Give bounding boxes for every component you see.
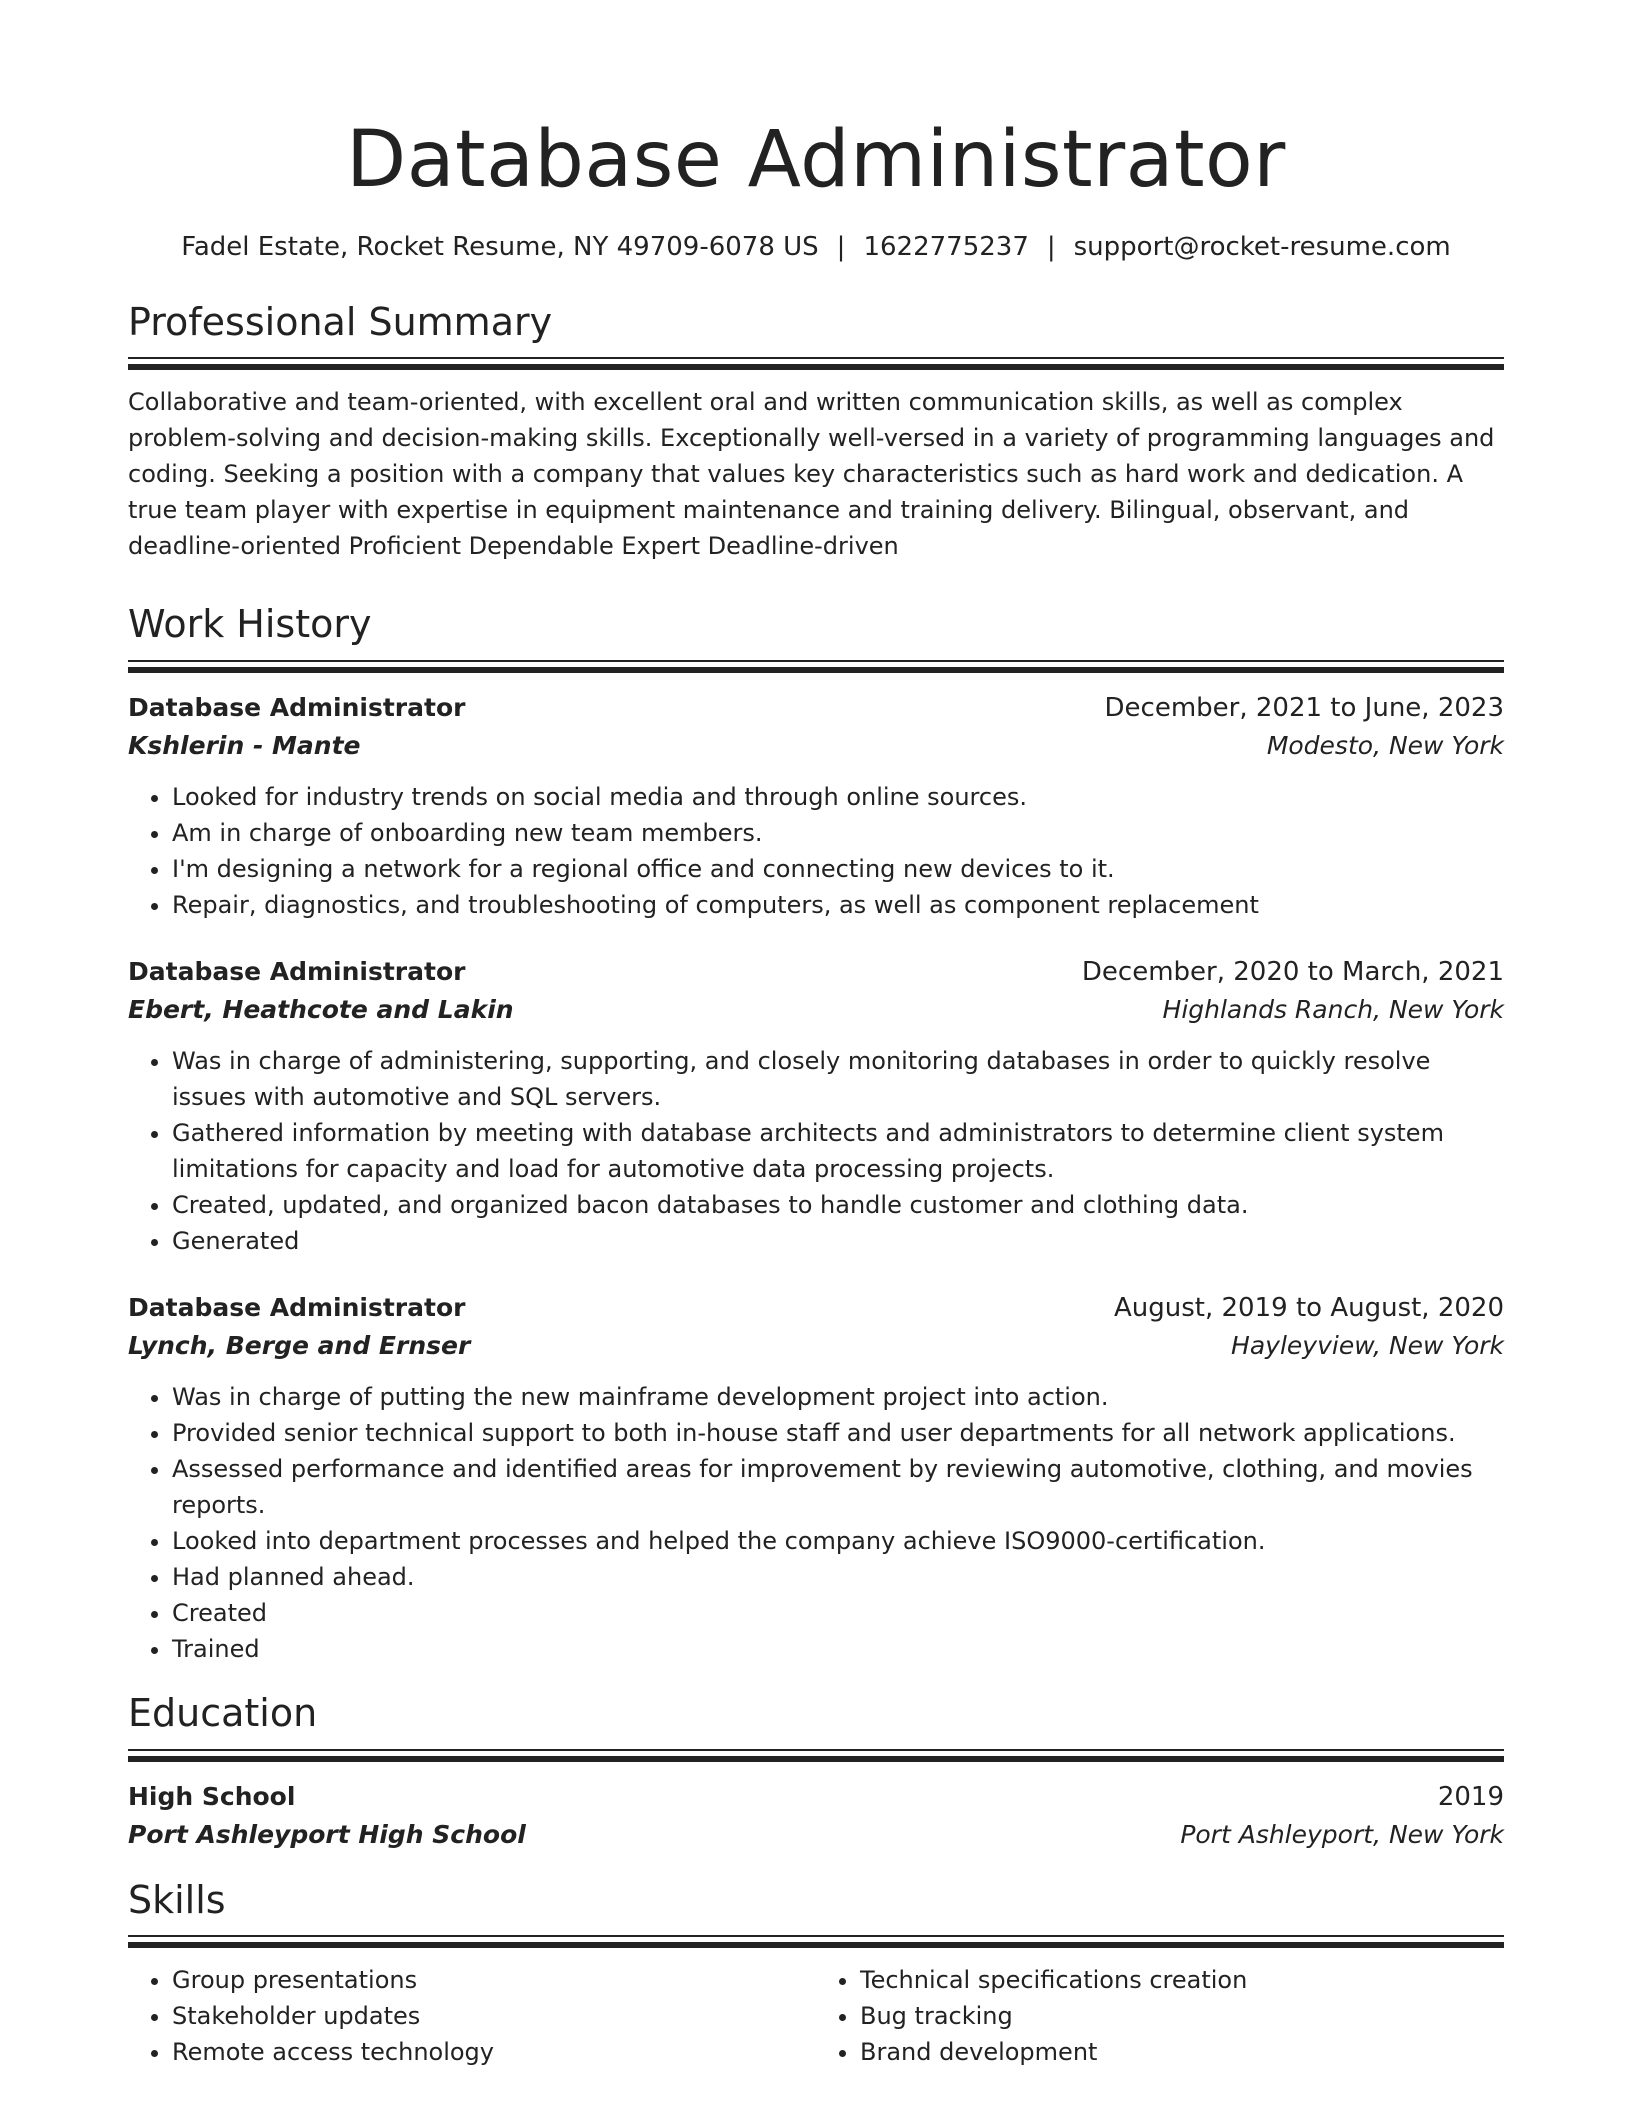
job-dates: December, 2021 to June, 2023: [1104, 693, 1504, 724]
job-bullet: • Provided senior technical support to both in-house staff and user departments for all network applications.: [172, 1415, 1504, 1451]
job-bullet: • Was in charge of putting the new mainframe development project into action.: [172, 1379, 1504, 1415]
job-bullet: • Created: [172, 1595, 1504, 1631]
skills-column-left: [128, 1962, 816, 2070]
education-school: Port Ashleyport High School: [128, 1819, 526, 1849]
job-bullet: • Gathered information by meeting with database architects and administrators to determine client system limitations for capacity and load for automotive data processing projects.: [172, 1115, 1504, 1187]
section-divider: [128, 1749, 1504, 1762]
job-company: Lynch, Berge and Ernser: [128, 1331, 471, 1361]
job-company: Ebert, Heathcote and Lakin: [128, 995, 514, 1025]
job-dates: December, 2020 to March, 2021: [1081, 957, 1504, 988]
job-entry: [128, 953, 1504, 1259]
job-company: Kshlerin - Mante: [128, 731, 361, 761]
skill-item: • Remote access technology: [172, 2034, 816, 2070]
job-entry: [128, 689, 1504, 923]
job-title: Database Administrator: [128, 957, 466, 987]
skill-item: • Stakeholder updates: [172, 1998, 816, 2034]
job-entry: [128, 1289, 1504, 1667]
job-bullet: • I'm designing a network for a regional office and connecting new devices to it.: [172, 851, 1504, 887]
education-entry: [128, 1778, 1504, 1854]
job-bullet: • Assessed performance and identified areas for improvement by reviewing automotive, clothing, and movies reports.: [172, 1451, 1504, 1523]
work-history-heading: Work History: [128, 602, 372, 647]
job-bullet: • Created, updated, and organized bacon databases to handle customer and clothing data.: [172, 1187, 1504, 1223]
job-bullet: • Trained: [172, 1631, 1504, 1667]
education-location: Port Ashleyport, New York: [1180, 1819, 1504, 1849]
job-location: Modesto, New York: [1266, 731, 1504, 761]
section-divider: [128, 357, 1504, 370]
contact-separator: |: [836, 231, 846, 262]
skills-section: [128, 1878, 1504, 2071]
skills-heading: Skills: [128, 1877, 226, 1922]
skills-grid: [128, 1962, 1504, 2070]
job-bullet: • Repair, diagnostics, and troubleshooting of computers, as well as component replacement: [172, 887, 1504, 923]
skill-item: • Brand development: [860, 2034, 1504, 2070]
contact-line: [128, 232, 1504, 262]
section-divider: [128, 1935, 1504, 1948]
summary-heading: Professional Summary: [128, 299, 553, 344]
skills-column-right: [816, 1962, 1504, 2070]
job-bullet: • Looked into department processes and helped the company achieve ISO9000-certification.: [172, 1523, 1504, 1559]
education-heading: Education: [128, 1691, 318, 1736]
skill-item: • Bug tracking: [860, 1998, 1504, 2034]
contact-address: Fadel Estate, Rocket Resume, NY 49709-6078 US: [181, 231, 819, 262]
job-bullets: [128, 779, 1504, 923]
summary-text: Collaborative and team-oriented, with excellent oral and written communication skills, as well as complex problem-solving and decision-making skills. Exceptionally well-versed in a variety of programming languages and coding. Seeking a position with a company that values key characteristics such as hard work and dedication. A true team player with expertise in equipment maintenance and training delivery. Bilingual, observant, and deadline-oriented Proficient Dependable Expert Deadline-driven: [128, 388, 1495, 561]
job-bullets: [128, 1043, 1504, 1259]
work-history-section: [128, 602, 1504, 1667]
job-bullet: • Had planned ahead.: [172, 1559, 1504, 1595]
education-section: [128, 1691, 1504, 1854]
skill-item: • Group presentations: [172, 1962, 816, 1998]
job-title: Database Administrator: [128, 1293, 466, 1323]
contact-phone: 1622775237: [863, 231, 1029, 262]
contact-separator: |: [1046, 231, 1056, 262]
summary-section: [128, 300, 1504, 565]
skill-item: • Technical specifications creation: [860, 1962, 1504, 1998]
education-year: 2019: [1437, 1781, 1504, 1812]
contact-email[interactable]: support@rocket-resume.com: [1073, 231, 1451, 262]
resume-name: Database Administrator: [346, 115, 1286, 205]
section-divider: [128, 660, 1504, 673]
education-degree: High School: [128, 1781, 296, 1811]
job-bullets: [128, 1379, 1504, 1667]
job-bullet: • Am in charge of onboarding new team members.: [172, 815, 1504, 851]
job-bullet: • Generated: [172, 1223, 1504, 1259]
job-location: Hayleyview, New York: [1231, 1331, 1504, 1361]
job-dates: August, 2019 to August, 2020: [1114, 1293, 1504, 1324]
job-title: Database Administrator: [128, 693, 466, 723]
job-bullet: • Looked for industry trends on social media and through online sources.: [172, 779, 1504, 815]
job-location: Highlands Ranch, New York: [1162, 995, 1504, 1025]
job-bullet: • Was in charge of administering, supporting, and closely monitoring databases in order to quickly resolve issues with automotive and SQL servers.: [172, 1043, 1504, 1115]
